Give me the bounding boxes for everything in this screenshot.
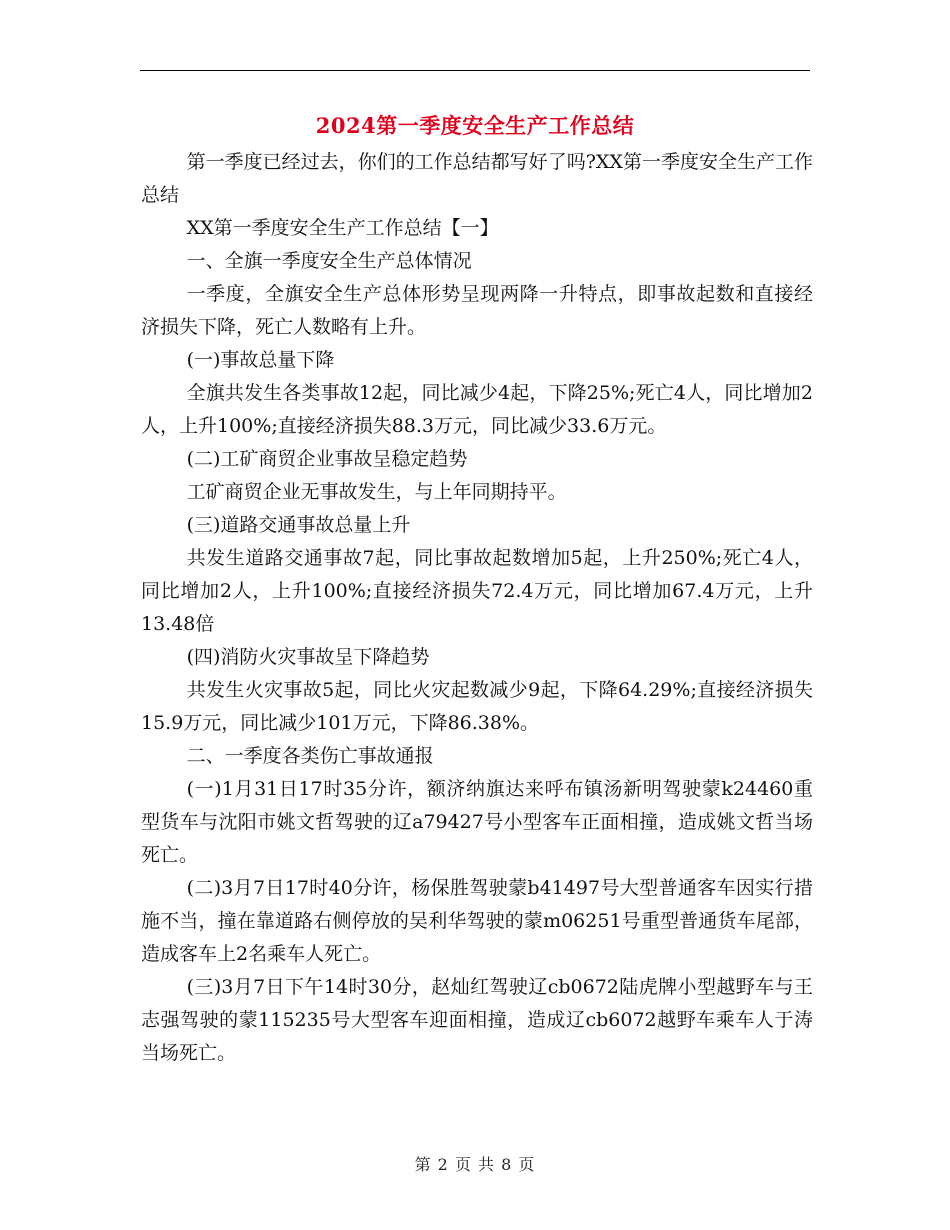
header-rule — [140, 70, 810, 71]
subheading-4: (四)消防火灾事故呈下降趋势 — [186, 646, 430, 668]
paragraph-subtitle: XX第一季度安全生产工作总结【一】 — [186, 217, 499, 239]
paragraph-industrial: 工矿商贸企业无事故发生，与上年同期持平。 — [186, 481, 567, 503]
paragraph-incident-2: (二)3月7日17时40分许，杨保胜驾驶蒙b41497号大型普通客车因实行措施不当，撞在靠道路右侧停放的吴利华驾驶的蒙m06251号重型普通货车尾部，造成客车上2名乘车人死亡。 — [141, 877, 813, 965]
paragraph-incident-3: (三)3月7日下午14时30分，赵灿红驾驶辽cb0672陆虎牌小型越野车与王志强驾驶的蒙115235号大型客车迎面相撞，造成辽cb6072越野车乘车人于涛当场死亡。 — [141, 976, 813, 1064]
paragraph-incident-1: (一)1月31日17时35分许，额济纳旗达来呼布镇汤新明驾驶蒙k24460重型货车与沈阳市姚文哲驾驶的辽a79427号小型客车正面相撞，造成姚文哲当场死亡。 — [141, 778, 813, 866]
document-title: 2024第一季度安全生产工作总结 — [315, 113, 635, 138]
subheading-3: (三)道路交通事故总量上升 — [186, 514, 411, 536]
paragraph-accident-total: 全旗共发生各类事故12起，同比减少4起，下降25%;死亡4人，同比增加2人，上升100%;直接经济损失88.3万元，同比减少33.6万元。 — [141, 382, 813, 437]
paragraph-traffic: 共发生道路交通事故7起，同比事故起数增加5起，上升250%;死亡4人，同比增加2人，上升100%;直接经济损失72.4万元，同比增加67.4万元，上升13.48倍 — [141, 547, 813, 635]
paragraph-overview: 一季度，全旗安全生产总体形势呈现两降一升特点，即事故起数和直接经济损失下降，死亡人数略有上升。 — [141, 283, 813, 338]
subheading-1: (一)事故总量下降 — [186, 349, 335, 371]
paragraph-fire: 共发生火灾事故5起，同比火灾起数减少9起，下降64.29%;直接经济损失15.9万元，同比减少101万元，下降86.38%。 — [141, 679, 813, 734]
document-body — [141, 146, 813, 1070]
section-heading-2: 二、一季度各类伤亡事故通报 — [186, 745, 434, 767]
subheading-2: (二)工矿商贸企业事故呈稳定趋势 — [186, 448, 468, 470]
paragraph-intro: 第一季度已经过去，你们的工作总结都写好了吗?XX第一季度安全生产工作总结 — [141, 151, 813, 206]
page-indicator: 第 2 页 共 8 页 — [414, 1155, 536, 1174]
section-heading-1: 一、全旗一季度安全生产总体情况 — [186, 250, 472, 272]
